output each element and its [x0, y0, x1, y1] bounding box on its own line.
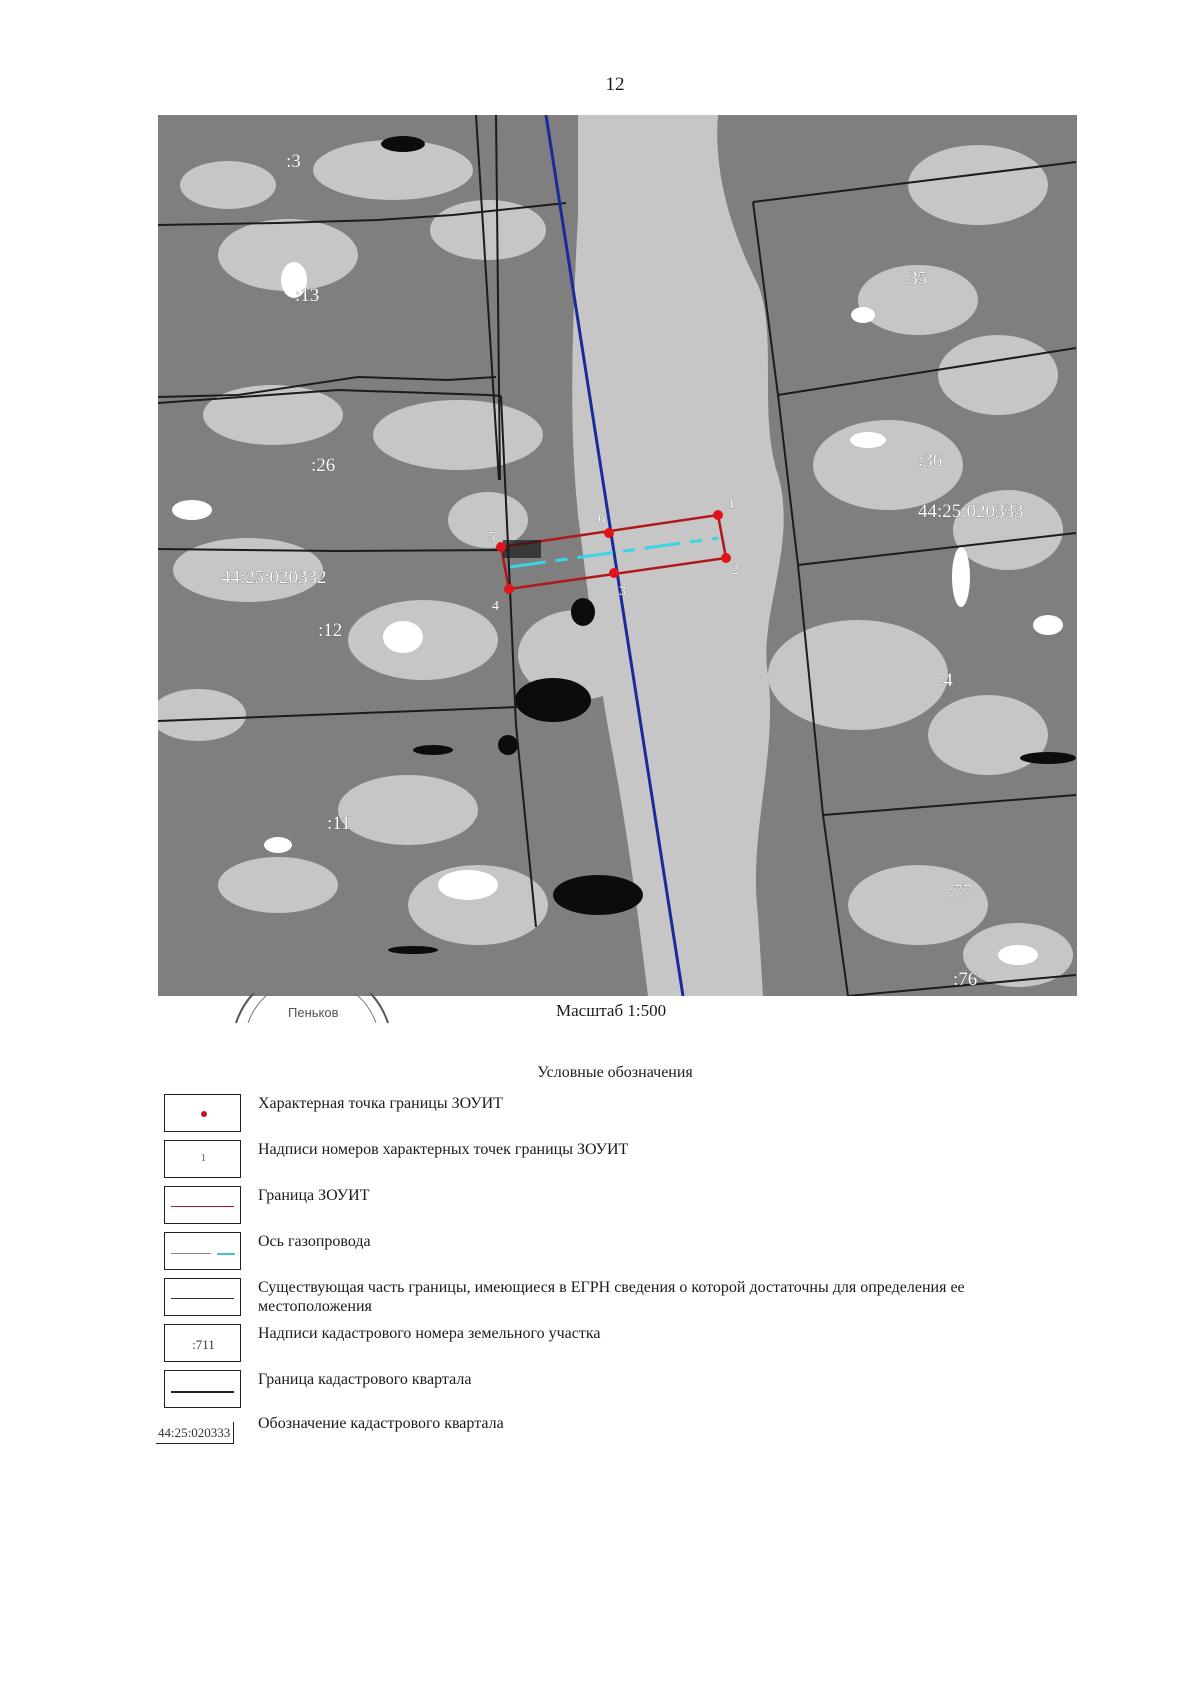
zone-point-4[interactable]	[504, 584, 514, 594]
quarter-label-332: 44:25:020332	[221, 567, 327, 588]
cadastral-map[interactable]	[158, 115, 1077, 996]
legend-label: Обозначение кадастрового квартала	[258, 1415, 504, 1432]
parcel-label-4: :4	[938, 670, 953, 691]
legend-label: Надписи номеров характерных точек границы ЗОУИТ	[258, 1141, 629, 1158]
point-number-sample: 1	[201, 1153, 206, 1164]
quarter-label-333: 44:25:020333	[918, 501, 1024, 522]
parcel-label-36: :36	[918, 450, 943, 471]
parcel-label-77: :77	[948, 881, 973, 902]
zone-point-5[interactable]	[496, 542, 506, 552]
parcel-label-26: :26	[311, 455, 336, 476]
quarter-boundary-icon	[164, 1370, 241, 1408]
zone-point-6[interactable]	[604, 528, 614, 538]
map-scale: Масштаб 1:500	[556, 1001, 667, 1020]
zone-point-3[interactable]	[609, 568, 619, 578]
stamp	[230, 993, 395, 1030]
parcel-label-76: :76	[953, 969, 978, 990]
legend-label: Надписи кадастрового номера земельного участка	[258, 1325, 601, 1342]
point-label-1: 1	[728, 497, 735, 512]
zone-point-2[interactable]	[721, 553, 731, 563]
page-number: 12	[605, 74, 625, 95]
legend-title: Условные обозначения	[537, 1064, 693, 1081]
parcel-label-3: :3	[286, 151, 301, 172]
zone-point-1[interactable]	[713, 510, 723, 520]
gas-axis-icon	[164, 1232, 241, 1270]
point-label-4: 4	[492, 599, 499, 614]
parcel-label-13: :13	[295, 285, 320, 306]
map-canvas	[158, 115, 1077, 996]
parcel-label-35: :35	[903, 268, 928, 289]
parcel-label-12: :12	[318, 620, 343, 641]
legend-label: Ось газопровода	[258, 1233, 371, 1250]
quarter-label-icon: 44:25:020333	[156, 1422, 234, 1444]
zone-boundary-icon	[164, 1186, 241, 1224]
legend-label: Граница кадастрового квартала	[258, 1371, 472, 1388]
stamp-text: Пеньков	[288, 1005, 339, 1020]
existing-boundary-icon	[164, 1278, 241, 1316]
legend-label: Граница ЗОУИТ	[258, 1187, 370, 1204]
point-label-6: 6	[598, 512, 605, 527]
point-label-5: 5	[488, 530, 495, 545]
parcel-number-sample: :711	[192, 1337, 215, 1352]
point-label-3: 3	[619, 584, 626, 599]
parcel-label-11: :11	[327, 813, 351, 834]
legend-label: Характерная точка границы ЗОУИТ	[258, 1095, 503, 1112]
zone-point-icon	[164, 1094, 241, 1132]
parcel-number-icon	[164, 1324, 241, 1362]
legend-label: Существующая часть границы, имеющиеся в ЕГРН сведения о которой достаточны для определения ее местоположения	[258, 1279, 965, 1315]
point-label-2: 2	[732, 563, 739, 578]
point-number-icon	[164, 1140, 241, 1178]
